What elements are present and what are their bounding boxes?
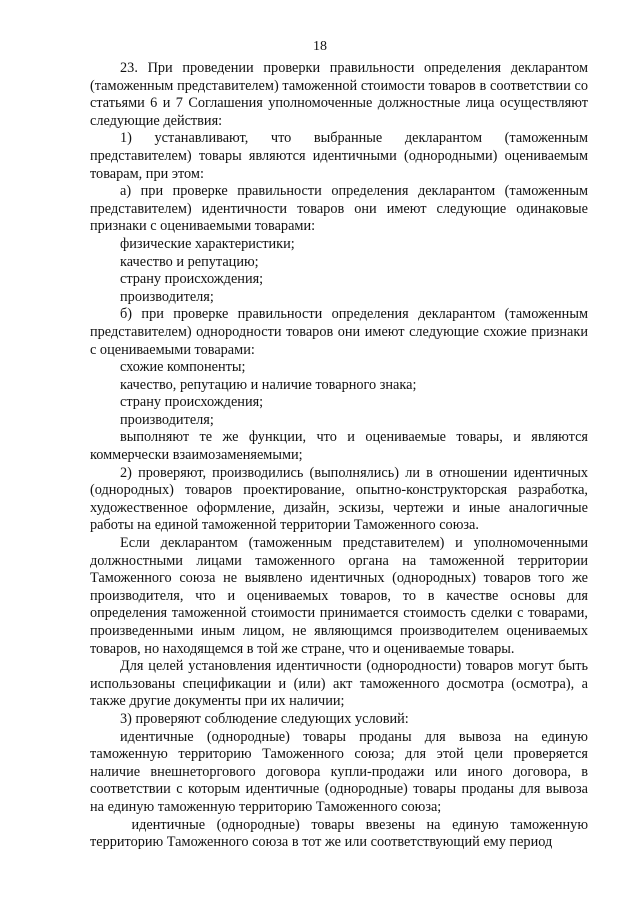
paragraph: выполняют те же функции, что и оцениваемые товары, и являются коммерчески взаимозаменяемыми; [90, 429, 588, 464]
paragraph: Для целей установления идентичности (однородности) товаров могут быть использованы спецификации и (или) акт таможенного досмотра (осмотра), а также другие документы при их наличии; [90, 658, 588, 710]
paragraph: 23. При проведении проверки правильности определения декларантом (таможенным представителем) таможенной стоимости товаров в соответствии со статьями 6 и 7 Соглашения уполномоченные должностные лица осуществляют следующие действия: [90, 60, 588, 129]
paragraph: страну происхождения; [120, 271, 264, 288]
page-number: 18 [313, 39, 327, 54]
document-body [90, 60, 588, 852]
paragraph: а) при проверке правильности определения декларантом (таможенным представителем) идентичности товаров они имеют следующие одинаковые признаки с оцениваемыми товарами: [90, 183, 588, 235]
paragraph: производителя; [120, 288, 214, 305]
paragraph: производителя; [120, 411, 214, 428]
paragraph: качество и репутацию; [120, 253, 259, 270]
paragraph: 1) устанавливают, что выбранные декларантом (таможенным представителем) товары являются идентичными (однородными) оцениваемым товарам, при этом: [90, 130, 588, 182]
paragraph: качество, репутацию и наличие товарного знака; [120, 376, 417, 393]
paragraph: б) при проверке правильности определения декларантом (таможенным представителем) однородности товаров они имеют следующие схожие признаки с оцениваемыми товарами: [90, 306, 588, 358]
paragraph: идентичные (однородные) товары проданы для вывоза на единую таможенную территорию Таможенного союза; для этой цели проверяется наличие внешнеторгового договора купли-продажи или иного договора, в соответствии с которым идентичные (однородные) товары проданы для вывоза на единую таможенную территорию Таможенного союза; [90, 728, 588, 815]
paragraph: 2) проверяют, производились (выполнялись) ли в отношении идентичных (однородных) товаров проектирование, опытно-конструкторская разработка, художественное оформление, дизайн, эскизы, чертежи и иные аналогичные работы на единой таможенной территории Таможенного союза. [90, 464, 588, 534]
paragraph: 3) проверяют соблюдение следующих условий: [120, 710, 409, 727]
paragraph: Если декларантом (таможенным представителем) и уполномоченными должностными лицами таможенного органа на таможенной территории Таможенного союза не выявлено идентичных (однородных) товаров того же производителя, что и оцениваемых товаров, то в качестве основы для определения таможенной стоимости принимается стоимость сделки с товарами, произведенными иным лицом, не являющимся производителем оцениваемых товаров, но находящемся в той же стране, что и оцениваемые товары. [90, 535, 588, 657]
paragraph: схожие компоненты; [120, 359, 246, 376]
paragraph: идентичные (однородные) товары ввезены на единую таможенную территорию Таможенного союза в тот же или соответствующий ему период [90, 816, 588, 851]
paragraph: физические характеристики; [120, 235, 295, 252]
paragraph: страну происхождения; [120, 394, 264, 411]
